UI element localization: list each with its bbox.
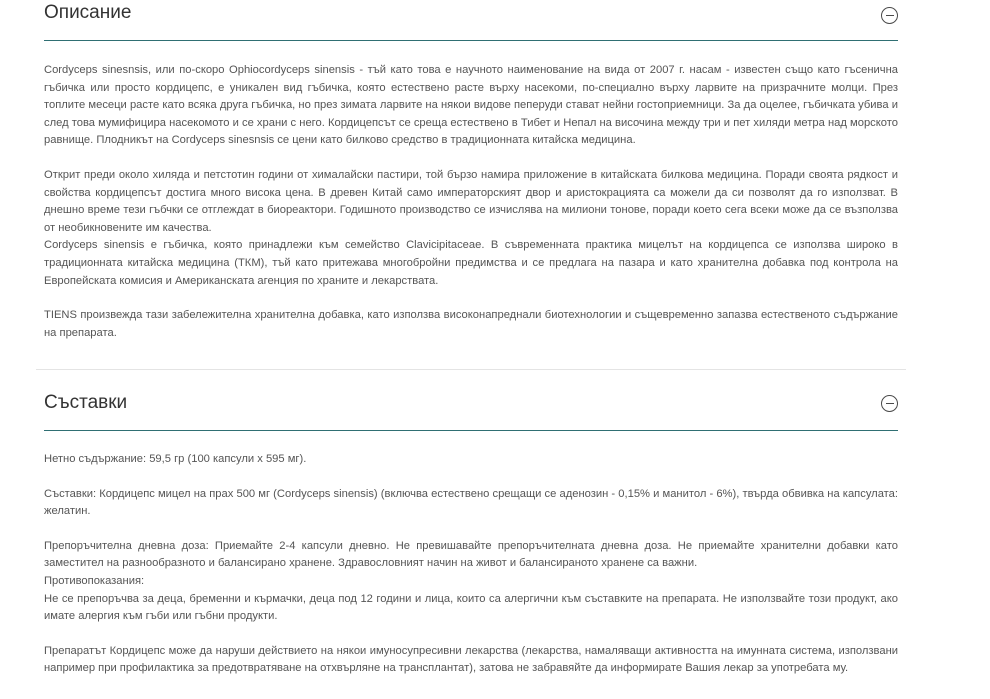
minus-circle-icon[interactable] xyxy=(881,7,898,24)
description-paragraph: Cordyceps sinesnsis, или по-скоро Ophiocordyceps sinensis - тъй като това е научното наименование на вида от 2007 г. насам - известен също като гъсенична гъбичка или просто кордицепс, е уникален вид гъбичка, която естествено расте върху насекоми, по-специално върху ларвите на призрачните молци. През топлите месеци расте като всяка друга гъбичка, но през зимата ларвите на някои видове пеперуди стават нейни гостоприемници. За да оцелее, гъбичката убива и след това мумифицира насекомото и се храни с него. Кордицепсът се среща естествено в Тибет и Непал на височина между три и пет хиляди метра над морското равнище. Плодникът на Cordyceps sinesnsis се цени като билково средство в традиционната китайска медицина. xyxy=(44,64,898,147)
ingredients-header[interactable] xyxy=(44,390,898,430)
ingredients-section xyxy=(44,390,898,678)
ingredients-rule xyxy=(44,430,898,431)
description-paragraph: Открит преди около хиляда и петстотин години от хималайски пастири, той бързо намира приложение в китайската билкова медицина. Поради своята рядкост и свойства кордицепсът достига много висока цена. В древен Китай само императорският двор и аристокрацията са можели да си позволят да го използват. В днешно време тези гъбчки се отглеждат в биореактори. Годишното производство се изчислява на милиони тонове, поради което сега всеки може да се възползва от необикновените им качества. xyxy=(44,168,898,234)
ingredients-paragraph: Съставки: Кордицепс мицел на прах 500 мг (Cordyceps sinensis) (включва естествено срещащи се аденозин - 0,15% и манитол - 6%), твърда обвивка на капсулата: желатин. xyxy=(44,487,898,518)
ingredients-paragraph: Препаратът Кордицепс може да наруши действието на някои имуносупресивни лекарства (лекарства, намаляващи активността на имунната система, използвани например при профилактика за предотвратяване на отхвърляне на трансплантат), затова не забравяйте да информирате Вашия лекар за употребата му. xyxy=(44,644,898,675)
description-title: Описание xyxy=(44,2,132,23)
description-paragraph: Cordyceps sinensis е гъбичка, която принадлежи към семейство Clavicipitaceae. В съвременната практика мицелът на кордицепса се използва широко в традиционната китайска медицина (ТКМ), тъй като притежава многобройни предимства и се предлага на пазара и като хранителна добавка под контрола на Европейската комисия и Американската агенция по храните и лекарствата. xyxy=(44,239,898,287)
section-divider xyxy=(36,369,906,370)
ingredients-paragraph: Противопоказания: xyxy=(44,574,145,587)
ingredients-paragraph: Не се препоръчва за деца, бременни и кърмачки, деца под 12 години и лица, които са алергични към съставките на препарата. Не използвайте този продукт, ако имате алергия към гъби или гъбни продукти. xyxy=(44,592,898,623)
description-header[interactable] xyxy=(44,0,898,40)
description-rule xyxy=(44,40,898,41)
ingredients-paragraph: Препоръчителна дневна доза: Приемайте 2-4 капсули дневно. Не превишавайте препоръчителната дневна доза. Не приемайте хранителни добавки като заместител на разнообразното и балансирано хранене. Здравословният начин на живот и балансираното хранене са важни. xyxy=(44,539,898,570)
ingredients-title: Съставки xyxy=(44,392,128,413)
description-section xyxy=(44,0,898,342)
description-paragraph: TIENS произвежда тази забележителна хранителна добавка, като използва високонапреднали биотехнологии и същевременно запазва естественото съдържание на препарата. xyxy=(44,309,898,339)
ingredients-paragraph: Нетно съдържание: 59,5 гр (100 капсули х 595 мг). xyxy=(44,453,307,465)
minus-circle-icon[interactable] xyxy=(881,395,898,412)
